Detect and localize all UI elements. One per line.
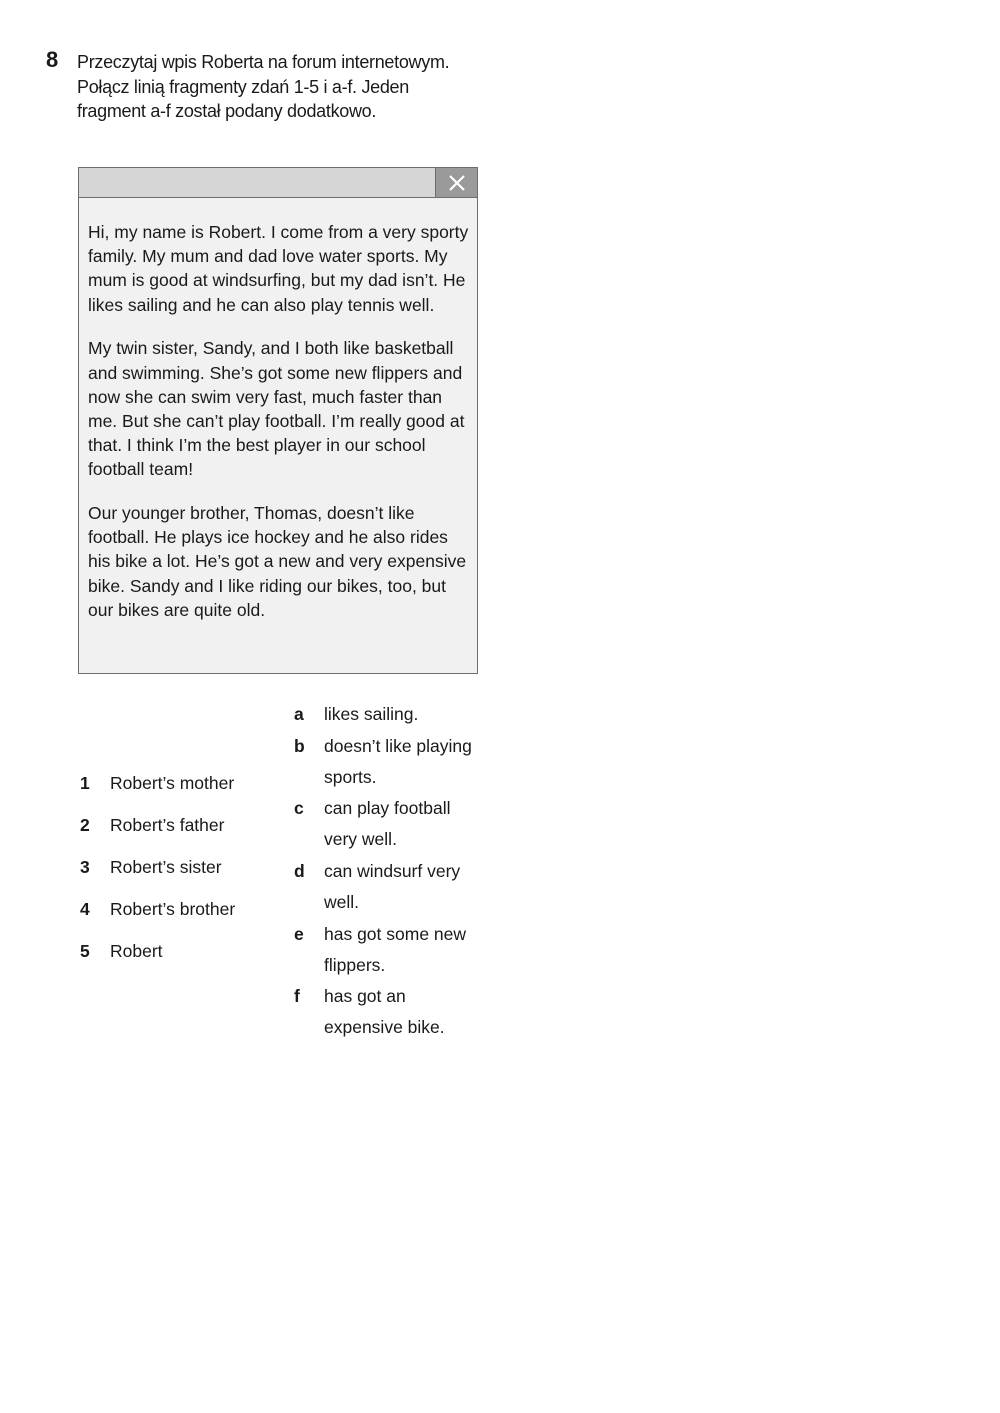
match-left-item[interactable] <box>80 814 224 836</box>
match-right-item[interactable] <box>294 856 484 919</box>
match-right-text: can play football very well. <box>324 798 451 850</box>
match-left-number: 3 <box>80 857 90 877</box>
match-right-letter: d <box>294 861 305 881</box>
match-left-item[interactable] <box>80 940 163 962</box>
match-left-item[interactable] <box>80 898 235 920</box>
match-left-text: Robert’s sister <box>110 857 222 877</box>
forum-paragraph: My twin sister, Sandy, and I both like basketball and swimming. She’s got some new flippers and now she can swim very fast, much faster than me. But she can’t play football. I’m really good at that. I think I’m the best player in our school football team! <box>88 338 465 480</box>
close-button[interactable] <box>435 168 477 197</box>
match-right-text: has got some new flippers. <box>324 924 467 976</box>
match-left-item[interactable] <box>80 772 234 794</box>
match-right-letter: f <box>294 986 300 1006</box>
match-right-item[interactable] <box>294 699 484 730</box>
match-right-item[interactable] <box>294 981 484 1044</box>
match-right-item[interactable] <box>294 731 484 794</box>
close-icon <box>448 174 466 192</box>
match-right-text: can windsurf very well. <box>324 861 461 913</box>
exercise-number: 8 <box>46 47 59 72</box>
match-left-text: Robert <box>110 941 163 961</box>
match-right-text: doesn’t like playing sports. <box>324 736 472 788</box>
match-left-text: Robert’s father <box>110 815 225 835</box>
exercise-instruction: Przeczytaj wpis Roberta na forum internetowym. Połącz linią fragmenty zdań 1-5 i a-f. Jeden fragment a-f został podany dodatkowo. <box>77 52 450 121</box>
match-left-number: 1 <box>80 773 90 793</box>
match-right-letter: e <box>294 924 304 944</box>
forum-paragraph: Our younger brother, Thomas, doesn’t like football. He plays ice hockey and he also rides his bike a lot. He’s got a new and very expensive bike. Sandy and I like riding our bikes, too, but our bikes are quite old. <box>88 503 467 620</box>
match-right-item[interactable] <box>294 793 484 856</box>
forum-titlebar <box>79 168 477 198</box>
match-right-letter: c <box>294 798 304 818</box>
forum-paragraph: Hi, my name is Robert. I come from a very sporty family. My mum and dad love water sports. My mum is good at windsurfing, but my dad isn’t. He likes sailing and he can also play tennis well. <box>88 222 469 315</box>
match-right-letter: a <box>294 704 304 724</box>
match-left-item[interactable] <box>80 856 222 878</box>
match-left-text: Robert’s mother <box>110 773 235 793</box>
match-left-number: 5 <box>80 941 90 961</box>
match-right-text: likes sailing. <box>324 704 419 724</box>
match-left-number: 2 <box>80 815 90 835</box>
forum-post-window <box>78 167 478 674</box>
forum-post-body <box>88 220 472 642</box>
match-right-item[interactable] <box>294 919 484 982</box>
match-right-letter: b <box>294 736 305 756</box>
match-left-text: Robert’s brother <box>110 899 236 919</box>
match-left-number: 4 <box>80 899 90 919</box>
match-right-text: has got an expensive bike. <box>324 986 445 1038</box>
